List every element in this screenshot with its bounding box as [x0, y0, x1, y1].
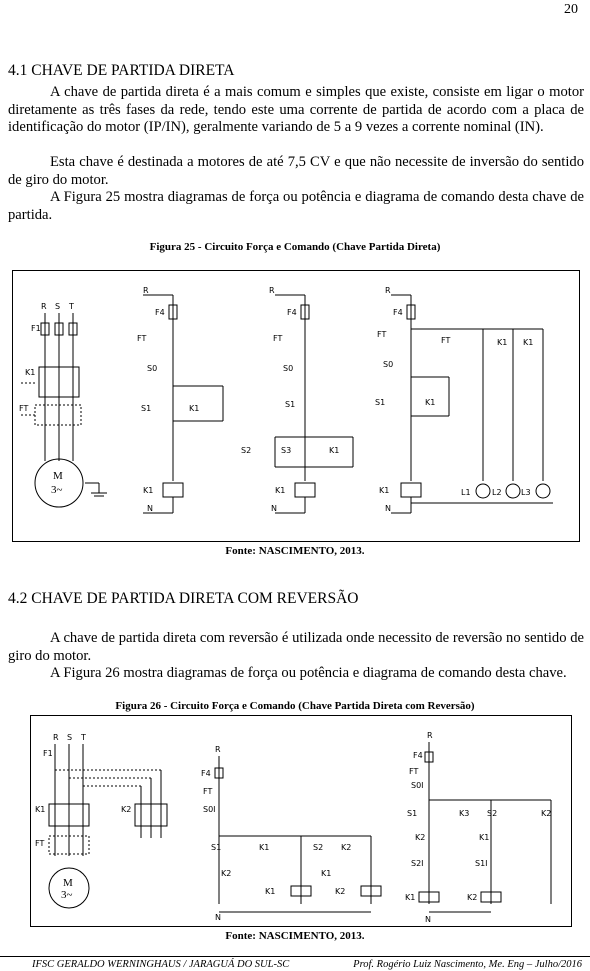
label-K2: K2	[341, 843, 352, 852]
section-heading-4-1: 4.1 CHAVE DE PARTIDA DIRETA	[8, 62, 235, 79]
label-S: S	[55, 302, 61, 311]
figure-source: Fonte: NASCIMENTO, 2013.	[225, 545, 365, 557]
label-K2: K2	[221, 869, 232, 878]
label-R: R	[41, 302, 47, 311]
label-K1: K1	[321, 869, 332, 878]
label-L2: L2	[492, 488, 502, 497]
label-F4: F4	[201, 769, 211, 778]
label-S2: S2	[487, 809, 498, 818]
label-S2I: S2I	[411, 859, 424, 868]
label-S3: S3	[281, 446, 292, 455]
label-FT: FT	[137, 334, 147, 343]
label-K1: K1	[329, 446, 340, 455]
figure-caption: Figura 25 - Circuito Força e Comando (Chave Partida Direta)	[149, 241, 441, 253]
label-S0I: S0I	[203, 805, 216, 814]
page-number: 20	[564, 2, 578, 17]
label-R: R	[269, 286, 275, 295]
label-FT: FT	[35, 839, 45, 848]
label-M3: 3~	[51, 484, 63, 496]
label-FT: FT	[409, 767, 419, 776]
label-F4: F4	[155, 308, 165, 317]
label-R: R	[143, 286, 149, 295]
paragraph: A chave de partida direta é a mais comum e simples que existe, consiste em ligar o motor diretamente as três fases da rede, tendo este uma corrente de partida de acordo com a placa de identificação do motor (IP/IN), geralmente variando de 5 a 9 vezes a corrente nominal (IN).	[8, 84, 584, 135]
label-S1: S1	[407, 809, 418, 818]
label-FT: FT	[377, 330, 387, 339]
label-K2: K2	[467, 893, 478, 902]
label-S0I: S0I	[411, 781, 424, 790]
label-K1: K1	[425, 398, 436, 407]
label-FT: FT	[273, 334, 283, 343]
label-L1: L1	[461, 488, 471, 497]
label-M: M	[53, 470, 63, 482]
label-M: M	[63, 877, 73, 889]
label-FT: FT	[441, 336, 451, 345]
label-N: N	[271, 504, 277, 513]
label-S1: S1	[285, 400, 296, 409]
figure-26-svg	[31, 716, 571, 926]
label-K1: K1	[523, 338, 534, 347]
label-K1: K1	[35, 805, 46, 814]
label-F4: F4	[287, 308, 297, 317]
label-K1: K1	[265, 887, 276, 896]
label-K2: K2	[541, 809, 552, 818]
label-T: T	[69, 302, 74, 311]
label-F4: F4	[393, 308, 403, 317]
label-S: S	[67, 733, 73, 742]
section-heading-4-2: 4.2 CHAVE DE PARTIDA DIRETA COM REVERSÃO	[8, 590, 359, 607]
label-K1: K1	[143, 486, 154, 495]
label-K1: K1	[379, 486, 390, 495]
label-R: R	[215, 745, 221, 754]
label-K1: K1	[189, 404, 200, 413]
label-F1: F1	[31, 324, 41, 333]
paragraph: A Figura 25 mostra diagramas de força ou potência e diagrama de comando desta chave de partida.	[8, 189, 584, 223]
page-footer	[0, 956, 590, 970]
label-N: N	[385, 504, 391, 513]
label-S1: S1	[141, 404, 152, 413]
paragraph: Esta chave é destinada a motores de até 7,5 CV e que não necessite de inversão do sentido de giro do motor.	[8, 154, 584, 188]
label-K1: K1	[275, 486, 286, 495]
label-S2: S2	[313, 843, 324, 852]
label-S0: S0	[383, 360, 394, 369]
label-K1: K1	[497, 338, 508, 347]
label-K2: K2	[415, 833, 426, 842]
label-N: N	[425, 915, 431, 924]
figure-25-svg	[13, 271, 579, 541]
label-S1I: S1I	[475, 859, 488, 868]
label-M3: 3~	[61, 889, 73, 901]
label-K2: K2	[121, 805, 132, 814]
label-F1: F1	[43, 749, 53, 758]
label-K1: K1	[405, 893, 416, 902]
label-L3: L3	[521, 488, 531, 497]
figure-source: Fonte: NASCIMENTO, 2013.	[225, 930, 365, 942]
label-N: N	[147, 504, 153, 513]
label-S1: S1	[375, 398, 386, 407]
label-R: R	[53, 733, 59, 742]
label-R: R	[385, 286, 391, 295]
label-FT: FT	[19, 404, 29, 413]
paragraph: A Figura 26 mostra diagramas de força ou potência e diagrama de comando desta chave.	[50, 665, 567, 681]
label-N: N	[215, 913, 221, 922]
figure-caption: Figura 26 - Circuito Força e Comando (Chave Partida Direta com Reversão)	[115, 700, 475, 712]
label-K1: K1	[259, 843, 270, 852]
figure-25-diagram	[12, 270, 580, 542]
figure-26-diagram	[30, 715, 572, 927]
label-K3: K3	[459, 809, 470, 818]
label-K1: K1	[25, 368, 36, 377]
footer-institution: IFSC GERALDO WERNINGHAUS / JARAGUÁ DO SUL-SC	[32, 959, 290, 970]
label-F4: F4	[413, 751, 423, 760]
label-T: T	[81, 733, 86, 742]
footer-author: Prof. Rogério Luiz Nascimento, Me. Eng – Julho/2016	[353, 959, 582, 970]
label-FT: FT	[203, 787, 213, 796]
label-R: R	[427, 731, 433, 740]
label-S2: S2	[241, 446, 252, 455]
label-S0: S0	[283, 364, 294, 373]
label-K1: K1	[479, 833, 490, 842]
label-S0: S0	[147, 364, 158, 373]
label-S1: S1	[211, 843, 222, 852]
label-K2: K2	[335, 887, 346, 896]
paragraph: A chave de partida direta com reversão é utilizada onde necessito de reversão no sentido de giro do motor.	[8, 630, 584, 664]
